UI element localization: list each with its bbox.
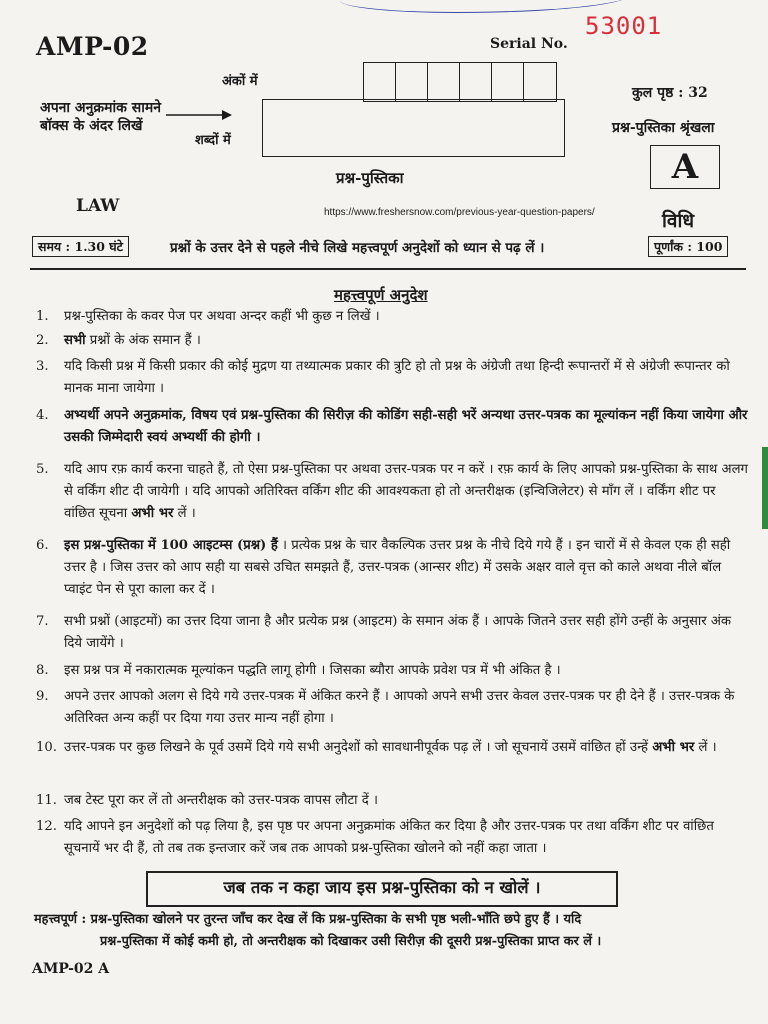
roll-instruction-line2: बॉक्स के अंदर लिखें — [40, 118, 143, 134]
source-url: https://www.freshersnow.com/previous-year-question-papers/ — [324, 207, 595, 218]
instruction-text: अभ्यर्थी अपने अनुक्रमांक, विषय एवं प्रश्न-पुस्तिका की सिरीज़ की कोडिंग सही-सही भरें अन्यथा उत्तर-पत्रक का मूल्यांकन नहीं किया जायेगा और उसकी जिम्मेदारी स्वयं अभ्यर्थी की होगी । — [64, 408, 748, 445]
roll-instruction-line1: अपना अनुक्रमांक सामने — [40, 100, 161, 116]
instruction-text: । प्रत्येक प्रश्न के चार वैकल्पिक उत्तर प्रश्न के नीचे दिये गये हैं । इन चारों में से केवल एक ही सही उत्तर है । जिस उत्तर को आप सही या सबसे उचित समझते हैं, उत्तर-पत्रक (आन्सर शीट) में उसके अक्षर वाले वृत्त को काले अथवा नीले बॉल प्वाइंट पेन से पूरा काला कर दें । — [64, 538, 731, 597]
roll-digits-label: अंकों में — [222, 74, 258, 89]
instruction-text: यदि किसी प्रश्न में किसी प्रकार की कोई मुद्रण या तथ्यात्मक प्रकार की त्रुटि हो तो प्रश्न के अंग्रेजी तथा हिन्दी रूपान्तरों में से अंग्रेजी रूपान्तर को मानक माना जायेगा । — [64, 359, 730, 396]
serial-number: 53001 — [585, 12, 663, 40]
do-not-open-warning: जब तक न कहा जाय इस प्रश्न-पुस्तिका को न खोलें । — [146, 871, 618, 907]
paper-code: AMP-02 — [36, 32, 149, 61]
instruction-number: 8. — [36, 663, 49, 678]
digit-box[interactable] — [492, 63, 524, 101]
total-pages: कुल पृष्ठ : 32 — [632, 85, 708, 101]
instruction-text: प्रश्नों के अंक समान हैं । — [85, 333, 201, 348]
instruction-number: 3. — [36, 359, 49, 374]
instruction-item — [36, 660, 748, 682]
instruction-text: यदि आपने इन अनुदेशों को पढ़ लिया है, इस पृष्ठ पर अपना अनुक्रमांक अंकित कर दिया है और उत्तर-पत्रक पर तथा वर्किंग शीट पर वांछित सूचनायें भर दी हैं, तो तब तक इन्तजार करें जब तक आपको प्रश्न-पुस्तिका खोलने को नहीं कहा जाता । — [64, 819, 714, 856]
instruction-text: लें । — [694, 740, 717, 755]
instruction-text: सभी प्रश्नों (आइटमों) का उत्तर दिया जाना है और प्रत्येक प्रश्न (आइटम) के समान अंक हैं । आपके जितने उत्तर सही होंगे उन्हीं के अनुसार अंक दिये जायेंगे । — [64, 614, 732, 651]
instruction-item — [36, 737, 748, 759]
instruction-text: उत्तर-पत्रक पर कुछ लिखने के पूर्व उसमें दिये गये सभी अनुदेशों को सावधानीपूर्वक पढ़ लें । जो सूचनायें उसमें वांछित हों उन्हें — [64, 740, 653, 755]
roll-number-digit-boxes[interactable] — [363, 62, 557, 102]
instruction-text: अपने उत्तर आपको अलग से दिये गये उत्तर-पत्रक में अंकित करने हैं । आपको अपने सभी उत्तर केवल उत्तर-पत्रक पर ही देने हैं । उत्तर-पत्रक के अतिरिक्त अन्य कहीं पर दिया गया उत्तर मान्य नहीं होगा । — [64, 689, 735, 726]
instruction-number: 10. — [36, 740, 57, 755]
instruction-number: 5. — [36, 462, 49, 477]
roll-number-words-box[interactable] — [262, 99, 565, 157]
divider — [30, 268, 746, 270]
instructions-heading: महत्त्वपूर्ण अनुदेश — [334, 286, 428, 304]
booklet-title: प्रश्न-पुस्तिका — [336, 169, 404, 187]
instruction-item — [36, 535, 748, 601]
subject-hindi: विधि — [662, 210, 695, 232]
instruction-bold: अभी भर — [131, 506, 174, 521]
instruction-text: जब टेस्ट पूरा कर लें तो अन्तरीक्षक को उत्तर-पत्रक वापस लौटा दें । — [64, 793, 378, 808]
instruction-number: 1. — [36, 309, 49, 324]
instruction-item — [36, 356, 748, 400]
green-tab-mark — [762, 447, 768, 529]
digit-box[interactable] — [396, 63, 428, 101]
instruction-item — [36, 790, 748, 812]
important-note — [34, 909, 750, 953]
subject-english: LAW — [76, 196, 120, 216]
important-note-line2: प्रश्न-पुस्तिका में कोई कमी हो, तो अन्तरीक्षक को दिखाकर उसी सिरीज़ की दूसरी प्रश्न-पुस्तिका प्राप्त कर लें । — [100, 934, 602, 949]
instruction-item — [36, 611, 748, 655]
time-box: समय : 1.30 घंटे — [32, 236, 129, 257]
instruction-number: 4. — [36, 408, 49, 423]
digit-box[interactable] — [460, 63, 492, 101]
digit-box[interactable] — [524, 63, 556, 101]
instruction-number: 11. — [36, 793, 57, 808]
serial-label: Serial No. — [490, 36, 568, 52]
right-arrow-icon — [166, 108, 232, 122]
instruction-item — [36, 330, 748, 352]
instruction-text: प्रश्न-पुस्तिका के कवर पेज पर अथवा अन्दर कहीं भी कुछ न लिखें । — [64, 309, 380, 324]
digit-box[interactable] — [364, 63, 396, 101]
roll-words-label: शब्दों में — [195, 133, 231, 148]
instruction-number: 2. — [36, 333, 49, 348]
instruction-item — [36, 405, 748, 449]
instruction-text: लें । — [173, 506, 196, 521]
digit-box[interactable] — [428, 63, 460, 101]
instruction-item — [36, 459, 748, 525]
instruction-bold: अभी भर — [652, 740, 695, 755]
header-instruction: प्रश्नों के उत्तर देने से पहले नीचे लिखे महत्त्वपूर्ण अनुदेशों को ध्यान से पढ़ लें । — [170, 240, 545, 256]
instruction-number: 9. — [36, 689, 49, 704]
instruction-item — [36, 306, 748, 328]
footer-code: AMP-02 A — [32, 961, 110, 977]
series-label: प्रश्न-पुस्तिका श्रृंखला — [612, 120, 715, 136]
instruction-item — [36, 816, 748, 860]
instruction-number: 6. — [36, 538, 49, 553]
max-marks-box: पूर्णांक : 100 — [648, 236, 728, 257]
instruction-bold: इस प्रश्न-पुस्तिका में 100 आइटम्स (प्रश्न) हैं — [64, 538, 278, 553]
instruction-number: 7. — [36, 614, 49, 629]
instruction-text: इस प्रश्न पत्र में नकारात्मक मूल्यांकन पद्धति लागू होगी । जिसका ब्यौरा आपके प्रवेश पत्र में भी अंकित है । — [64, 663, 561, 678]
series-letter-box: A — [650, 145, 720, 189]
instruction-number: 12. — [36, 819, 57, 834]
instruction-text: यदि आप रफ़ कार्य करना चाहते हैं, तो ऐसा प्रश्न-पुस्तिका पर अथवा उत्तर-पत्रक पर न करें । रफ़ कार्य के लिए आपको प्रश्न-पुस्तिका के साथ अलग से वर्किंग शीट दी जायेगी । यदि आपको अतिरिक्त वर्किंग शीट की आवश्यकता हो तो अन्तरीक्षक (इन्विजिलेटर) से माँग लें । वर्किंग शीट पर वांछित सूचना — [64, 462, 748, 521]
instruction-bold: सभी — [64, 333, 86, 348]
instruction-item — [36, 686, 748, 730]
important-note-line1: महत्त्वपूर्ण : प्रश्न-पुस्तिका खोलने पर तुरन्त जाँच कर देख लें कि प्रश्न-पुस्तिका के सभी पृष्ठ भली-भाँति छपे हुए हैं । यदि — [34, 912, 582, 927]
